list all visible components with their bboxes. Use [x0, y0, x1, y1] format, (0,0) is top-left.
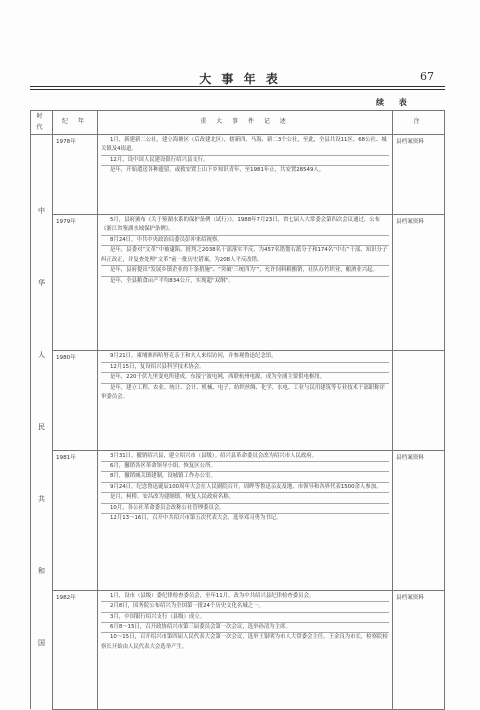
- event-entry: 10月，各公社革命委员会改称公社管理委员会。: [101, 503, 389, 513]
- chronology-table: [30, 110, 445, 710]
- event-entry: 8月，撤销城关镇建制，设城镇工作办公室。: [101, 471, 389, 481]
- event-entry: 12月15日，复设绍兴县科学技术协会。: [101, 362, 389, 372]
- page-number: 67: [420, 70, 434, 83]
- year-cell: 1982年: [53, 590, 98, 709]
- note-cell: [393, 351, 445, 450]
- era-cell: [31, 135, 53, 710]
- event-entry: 是年，全县粮食亩产平均834公斤，实现超“双纲”。: [101, 276, 389, 286]
- header-rule: [30, 86, 445, 87]
- event-entry: 是年，建立工程、农业、统计、会计、机械、电子、纺织丝绸、化学、水电、工业与民用建筑等专业技术干部职称评审委员会。: [101, 383, 389, 403]
- event-entry: 2月8日，国务院公布绍兴为全国第一批24个历史文化名城之一。: [101, 601, 389, 611]
- event-entry: 是年，开始遣送各种遗留，或救安置上山下乡知识青年，至1981年止，共安置28549人。: [101, 165, 389, 175]
- note-cell: 县档案资料: [393, 135, 445, 215]
- event-entry: 是年，县委对“文革”中被逮陷、批判之2038名干部落实平反，为457名错划右派分子和174名“中右”干部、知识分子纠正改正，并复查处理“文革”前一批历史错案，为208人平反改错。: [101, 245, 389, 265]
- event-entry: 1月，新建新二公社，建立海塘区（后改建北区），辖新四、马海、新二3个公社，至此，全县共设11区、68公社、城关镇及4街道。: [101, 137, 387, 153]
- column-header-events: 重 大 事 件 记 述: [98, 111, 393, 135]
- event-entry: 9月21日，柬埔寨西哈努克亲王和夫人来绍访问，并参观鲁迅纪念馆。: [110, 353, 277, 360]
- table-row: [31, 214, 445, 350]
- era-char: 国: [38, 639, 45, 647]
- event-entry: 1月，设市（县级）委纪律检查委员会，至年11月，改为中共绍兴县纪律检查委员会。: [110, 592, 315, 599]
- event-entry: 12月，设中国人民建设银行绍兴县支行。: [101, 155, 389, 165]
- table-row: [31, 450, 445, 590]
- era-char: 共: [38, 495, 45, 503]
- column-header-era: 时代: [31, 111, 53, 135]
- event-entry: 6月，撤销各区革命领导小组，恢复区公所。: [101, 461, 389, 471]
- event-entry: 是月，柯桥、安昌改为建制镇，恢复人民政府名称。: [101, 492, 389, 502]
- year-cell: 1980年: [53, 351, 98, 450]
- column-header-year: 纪 年: [53, 111, 98, 135]
- events-cell: [98, 590, 393, 709]
- event-entry: 5月，县府颁布《关于鉴湖水系的保护条例（试行）》。1988年7月23日，省七届人大常委会第四次会议通过，公布《浙江省鉴湖水域保护条例》。: [101, 216, 381, 233]
- note-cell: 县档案资料: [393, 590, 445, 709]
- year-cell: 1981年: [53, 450, 98, 590]
- event-entry: 3月，中国银行绍兴支行（县级）成立。: [101, 612, 389, 622]
- event-entry: 6月8～15日，召开政协绍兴市第三届委员会第一次会议，选举孙清为主席。: [101, 622, 389, 632]
- event-entry: 是年，220千伏九里变电所建成，东接宁波电网，西联杭州电源，成为全浦主要供电枢纽。: [101, 372, 389, 382]
- table-row: [31, 135, 445, 215]
- events-cell: [98, 351, 393, 450]
- note-cell: 县档案资料: [393, 214, 445, 350]
- column-header-note: 注: [393, 111, 445, 135]
- header-rule-thin: [30, 89, 445, 90]
- year-cell: 1978年: [53, 135, 98, 215]
- event-entry: 9月24日，纪念鲁迅诞辰100周年大会在人民剧院召开，周晔等鲁迅亲友及地、市领导和各界代表1500余人参加。: [101, 482, 389, 492]
- continued-label: 续 表: [376, 98, 413, 107]
- events-cell: [98, 135, 393, 215]
- event-entry: 10～15日，召开绍兴市第四届人民代表大会第一次会议，选举王银明为市人大常委会主任，王金良为市长，检察院检察长开始由人民代表大会选举产生。: [101, 632, 389, 652]
- events-cell: [98, 450, 393, 590]
- year-cell: 1979年: [53, 214, 98, 350]
- table-row: [31, 590, 445, 709]
- era-char: 人: [38, 351, 45, 359]
- note-cell: 县档案资料: [393, 450, 445, 590]
- event-entry: 3月31日，撤销绍兴县，建立绍兴市（县级）。绍兴县革命委员会改为绍兴市人民政府。: [110, 452, 318, 459]
- table-body: [31, 135, 445, 710]
- event-entry: 8月24日，中共中央政治局委员彭冲来绍视察。: [101, 235, 389, 245]
- event-entry: 是年，县府提出“发展乡镇企业的十条措施”、“突破‘三统四为’”，允许饲料粮搬销，社队办竹织业，酿酒业兴起。: [101, 265, 389, 275]
- era-char: 民: [38, 423, 45, 431]
- era-char: 和: [38, 567, 45, 575]
- table-header-row: [31, 111, 445, 135]
- events-cell: [98, 214, 393, 350]
- era-char: 华: [38, 279, 45, 287]
- page-header-title: 大 事 年 表: [199, 72, 281, 86]
- event-entry: 12月13～16日，召开中共绍兴市第五次代表大会，选举邓习勇为书记。: [101, 513, 389, 523]
- era-char: 中: [38, 207, 45, 215]
- table-row: [31, 351, 445, 450]
